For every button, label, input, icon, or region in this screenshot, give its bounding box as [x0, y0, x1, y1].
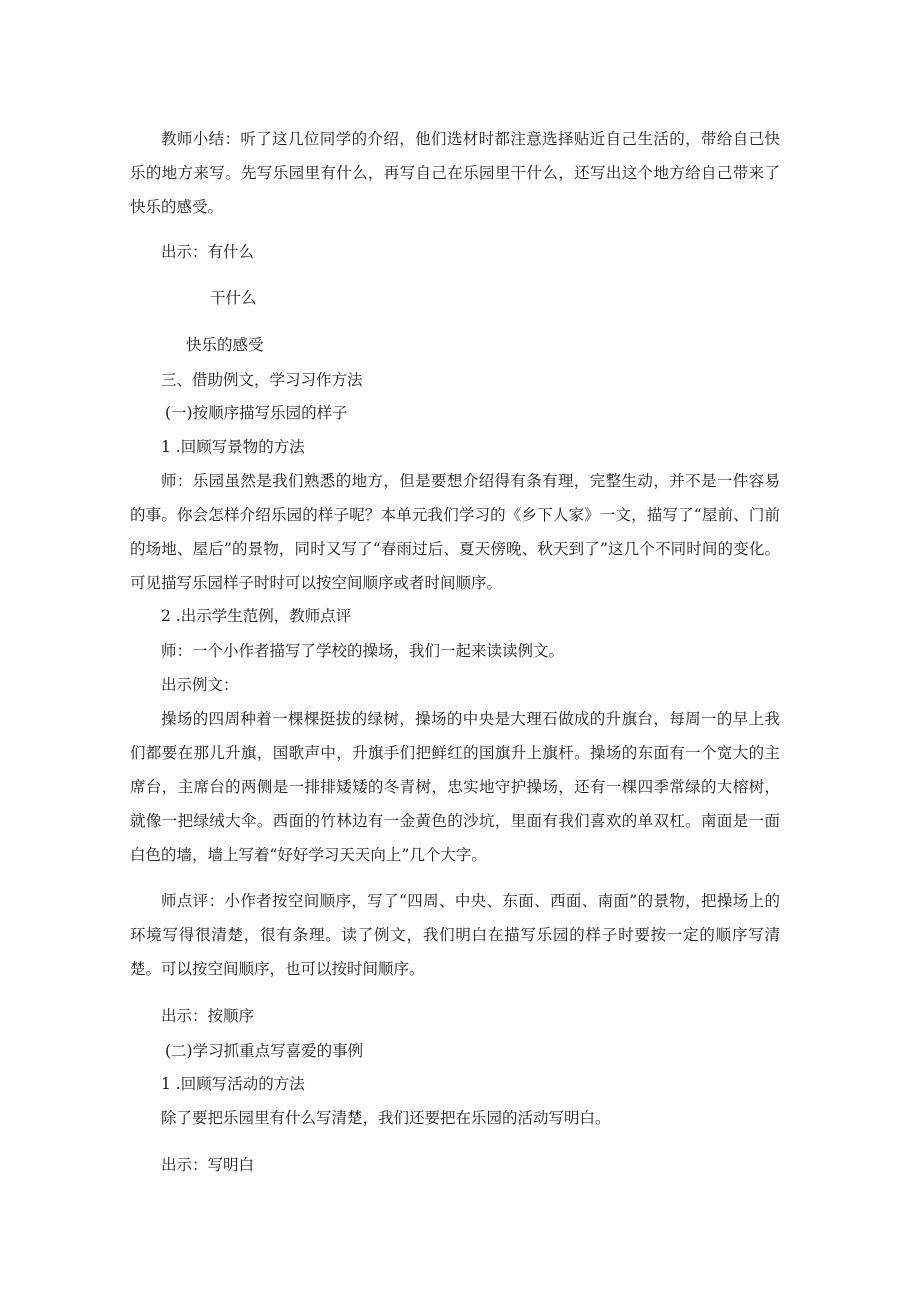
example-essay-paragraph: 操场的四周种着一棵棵挺拔的绿树，操场的中央是大理石做成的升旗台，每周一的早上我们都要在那儿升旗，国歌声中，升旗手们把鲜红的国旗升上旗杆。操场的东面有一个宽大的主席台，主席台的两侧是一排排矮矮的冬青树，忠实地守护操场，还有一棵四季常绿的大榕树，就像一把绿绒大伞。西面的竹林边有一金黄色的沙坑，里面有我们喜欢的单双杠。南面是一面白色的墙，墙上写着“好好学习天天向上”几个大字。: [130, 710, 780, 864]
activity-paragraph: 除了要把乐园里有什么写清楚，我们还要把在乐园的活动写明白。: [161, 1109, 611, 1127]
subsection-2-heading: (二)学习抓重点写喜爱的事例: [165, 1042, 364, 1060]
list-item-1-review-scenery: 1 .回顾写景物的方法: [161, 438, 305, 456]
teacher-summary-paragraph: 教师小结：听了这几位同学的介绍，他们选材时都注意选择贴近自己生活的，带给自己快乐的地方来写。先写乐园里有什么，再写自己在乐园里干什么，还写出这个地方给自己带来了快乐的感受。: [130, 130, 780, 216]
show-write-clearly: 出示：写明白: [161, 1156, 255, 1174]
teacher-paragraph-2: 师：一个小作者描写了学校的操场，我们一起来读读例文。: [161, 642, 565, 660]
subsection-1-heading: (一)按顺序描写乐园的样子: [165, 404, 348, 422]
teacher-comment-paragraph: 师点评：小作者按空间顺序，写了“四周、中央、东面、西面、南面”的景物，把操场上的环境写得很清楚，很有条理。读了例文，我们明白在描写乐园的样子时要按一定的顺序写清楚。可以按空间顺序，也可以按时间顺序。: [130, 892, 780, 978]
show-example-label: 出示例文：: [161, 676, 239, 694]
show-in-order: 出示：按顺序: [161, 1007, 255, 1025]
list-item-1-review-activity: 1 .回顾写活动的方法: [161, 1075, 305, 1093]
list-item-2-student-example: 2 .出示学生范例，教师点评: [161, 607, 352, 625]
section-3-heading: 三、借助例文，学习习作方法: [161, 371, 363, 389]
show-happy-feeling: 快乐的感受: [186, 336, 264, 354]
show-have-what: 出示：有什么: [161, 243, 255, 261]
show-do-what: 干什么: [210, 289, 257, 307]
teacher-paragraph-1: 师：乐园虽然是我们熟悉的地方，但是要想介绍得有条有理，完整生动，并不是一件容易的事。你会怎样介绍乐园的样子呢？本单元我们学习的《乡下人家》一文，描写了“屋前、门前的场地、屋后”的景物，同时又写了“春雨过后、夏天傍晚、秋天到了”这几个不同时间的变化。可见描写乐园样子时时可以按空间顺序或者时间顺序。: [130, 472, 780, 592]
